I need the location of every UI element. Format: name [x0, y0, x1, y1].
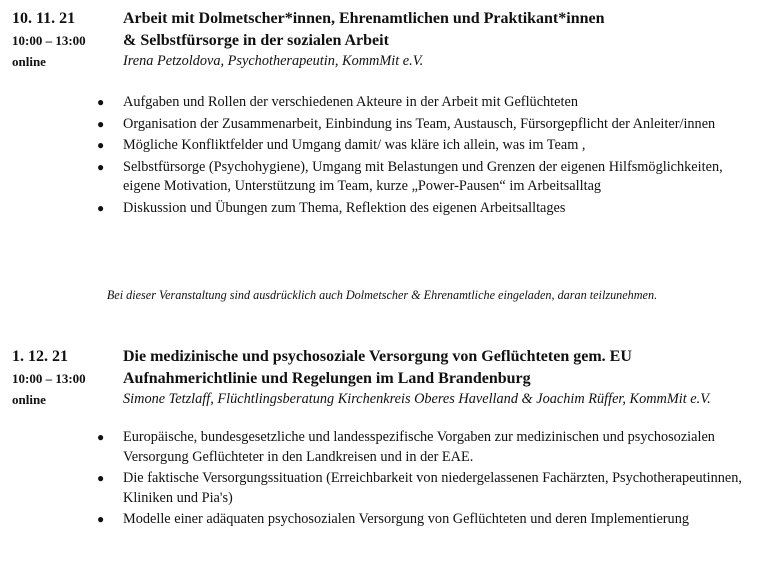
bullet-icon: ● — [97, 159, 105, 174]
event-1-mode: online — [12, 54, 46, 69]
bullet-icon: ● — [97, 430, 105, 444]
list-item-text: Modelle einer adäquaten psychosozialen Versorgung von Geflüchteten und deren Implementierung — [123, 511, 690, 527]
list-item-text: Die faktische Versorgungssituation (Erreichbarkeit von niedergelassenen Fachärzten, Psychotherapeutinnen, Kliniken und Pia's) — [123, 470, 742, 506]
event-1-meta — [12, 8, 122, 72]
event-1-time: 10:00 – 13:00 — [12, 33, 86, 48]
event-1-note: Bei dieser Veranstaltung sind ausdrücklich auch Dolmetscher & Ehrenamtliche eingeladen, daran teilzunehmen. — [106, 288, 658, 302]
event-1-date: 10. 11. 21 — [12, 10, 76, 27]
event-2-speaker: Simone Tetzlaff, Flüchtlingsberatung Kirchenkreis Oberes Havelland & Joachim Rüffer, KommMit e.V. — [123, 391, 711, 407]
event-2-mode: online — [12, 392, 46, 407]
event-2-title-line-1: Die medizinische und psychosoziale Versorgung von Geflüchteten gem. EU — [123, 348, 632, 365]
event-2-time: 10:00 – 13:00 — [12, 371, 86, 386]
event-1-header — [123, 8, 751, 71]
list-item — [97, 158, 743, 197]
event-1-title-line-1: Arbeit mit Dolmetscher*innen, Ehrenamtlichen und Praktikant*innen — [123, 10, 605, 27]
event-2-topic-list — [97, 428, 743, 532]
list-item — [97, 428, 743, 467]
list-item — [97, 199, 743, 219]
list-item — [97, 93, 743, 113]
bullet-icon: ● — [97, 138, 105, 152]
list-item-text: Aufgaben und Rollen der verschiedenen Akteure in der Arbeit mit Geflüchteten — [123, 94, 578, 110]
bullet-icon: ● — [97, 512, 105, 526]
list-item — [97, 115, 743, 135]
event-2-title-line-2: Aufnahmerichtlinie und Regelungen im Land Brandenburg — [123, 369, 531, 387]
event-2-header — [123, 346, 751, 409]
event-2 — [12, 346, 752, 561]
event-1-speaker: Irena Petzoldova, Psychotherapeutin, KommMit e.V. — [123, 53, 424, 69]
list-item — [97, 136, 743, 156]
list-item — [97, 469, 743, 508]
bullet-icon: ● — [97, 116, 105, 131]
bullet-icon: ● — [97, 95, 105, 109]
bullet-icon: ● — [97, 471, 105, 485]
list-item-text: Diskussion und Übungen zum Thema, Reflektion des eigenen Arbeitsalltages — [123, 199, 566, 216]
event-1 — [12, 8, 752, 318]
event-2-date: 1. 12. 21 — [12, 348, 68, 365]
event-1-topic-list — [97, 93, 743, 220]
list-item — [97, 510, 743, 530]
list-item-text: Selbstfürsorge (Psychohygiene), Umgang mit Belastungen und Grenzen der eigenen Hilfsmöglichkeiten, eigene Motivation, Unterstützung im Team, kurze „Power-Pausen“ im Arbeitsalltag — [123, 158, 723, 194]
event-1-title-line-2: & Selbstfürsorge in der sozialen Arbeit — [123, 31, 389, 49]
event-2-meta — [12, 346, 122, 410]
list-item-text: Organisation der Zusammenarbeit, Einbindung ins Team, Austausch, Fürsorgepflicht der Anleiter/innen — [123, 115, 716, 132]
bullet-icon: ● — [97, 200, 105, 215]
list-item-text: Mögliche Konfliktfelder und Umgang damit/ was kläre ich allein, was im Team , — [123, 137, 586, 153]
list-item-text: Europäische, bundesgesetzliche und landesspezifische Vorgaben zur medizinischen und psychosozialen Versorgung Geflüchteter in den Landkreisen und in der EAE. — [123, 429, 715, 465]
